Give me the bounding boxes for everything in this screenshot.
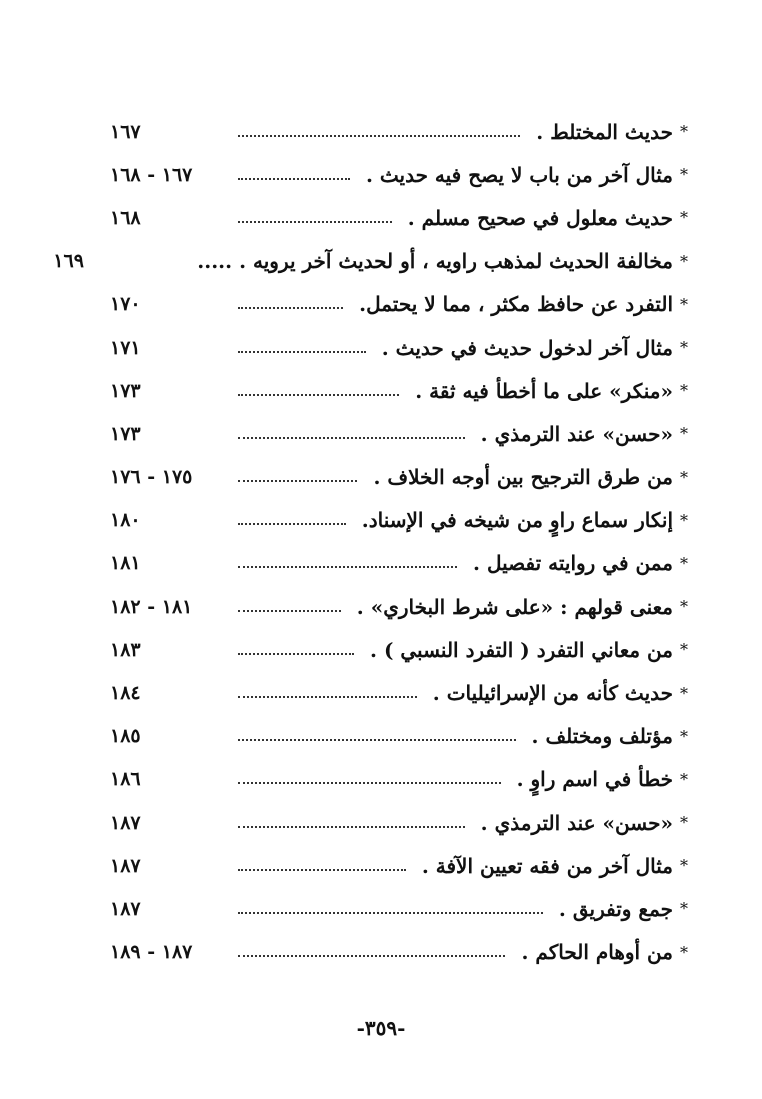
dot-leader: [238, 135, 520, 137]
toc-entry-title: من معاني التفرد ( التفرد النسبي ) .: [370, 637, 673, 662]
toc-entry-page: ١٨٣: [110, 638, 141, 661]
toc-entry: [110, 715, 695, 758]
toc-entry-title: «حسن» عند الترمذي .: [480, 421, 673, 446]
toc-entry-title: حديث معلول في صحيح مسلم .: [407, 205, 673, 230]
table-of-contents: [53, 110, 695, 974]
dot-leader: [238, 178, 350, 180]
bullet-star-icon: *: [680, 640, 688, 660]
toc-entry: [110, 110, 695, 153]
toc-entry-title: مخالفة الحديث لمذهب راويه ، أو لحديث آخر يرويه . .....: [197, 249, 673, 274]
toc-entry: [110, 585, 695, 628]
toc-entry-title: حديث كأنه من الإسرائيليات .: [432, 681, 673, 706]
bullet-star-icon: *: [680, 424, 688, 444]
toc-entry-page: ١٧٣: [110, 379, 141, 402]
toc-entry: [110, 671, 695, 714]
toc-entry: [110, 628, 695, 671]
bullet-star-icon: *: [680, 683, 688, 703]
dot-leader: [238, 523, 346, 525]
toc-entry-page: ١٦٧ - ١٦٨: [110, 163, 193, 186]
toc-entry: [110, 326, 695, 369]
toc-entry-page: ١٧٣: [110, 422, 141, 445]
toc-entry: [53, 240, 695, 283]
toc-entry-title: مؤتلف ومختلف .: [531, 724, 673, 749]
toc-entry-page: ١٨٤: [110, 682, 141, 705]
bullet-star-icon: *: [680, 294, 688, 314]
dot-leader: [238, 869, 406, 871]
bullet-star-icon: *: [680, 251, 688, 271]
toc-entry-title: «منكر» على ما أخطأ فيه ثقة .: [415, 378, 673, 403]
toc-entry-page: ١٦٨: [110, 206, 141, 229]
toc-entry: [110, 153, 695, 196]
dot-leader: [238, 394, 399, 396]
toc-entry: [110, 456, 695, 499]
toc-entry-page: ١٨٦: [110, 768, 141, 791]
toc-entry: [110, 801, 695, 844]
toc-entry-title: إنكار سماع راوٍ من شيخه في الإسناد.: [361, 508, 673, 533]
toc-entry-title: معنى قولهم : «على شرط البخاري» .: [356, 594, 673, 619]
toc-entry: [110, 412, 695, 455]
dot-leader: [238, 307, 343, 309]
toc-entry-title: مثال آخر لدخول حديث في حديث .: [381, 335, 673, 360]
toc-entry-title: مثال آخر من باب لا يصح فيه حديث .: [365, 162, 673, 187]
dot-leader: [238, 437, 465, 439]
bullet-star-icon: *: [680, 813, 688, 833]
dot-leader: [238, 480, 357, 482]
toc-entry-title: حديث المختلط .: [536, 119, 673, 144]
bullet-star-icon: *: [680, 338, 688, 358]
toc-entry-page: ١٨٧ - ١٨٩: [110, 941, 193, 964]
toc-entry-page: ١٨٧: [110, 897, 141, 920]
toc-entry: [110, 844, 695, 887]
page-number-footer: -٣٥٩-: [356, 1016, 406, 1040]
dot-leader: [238, 955, 505, 957]
toc-entry-page: ١٨١ - ١٨٢: [110, 595, 193, 618]
bullet-star-icon: *: [680, 553, 688, 573]
toc-entry-title: جمع وتفريق .: [558, 896, 673, 921]
toc-entry-title: من طرق الترجيح بين أوجه الخلاف .: [373, 465, 673, 490]
toc-entry: [110, 499, 695, 542]
dot-leader: [238, 739, 516, 741]
bullet-star-icon: *: [680, 208, 688, 228]
dot-leader: [238, 566, 457, 568]
dot-leader: [238, 653, 354, 655]
bullet-star-icon: *: [680, 381, 688, 401]
dot-leader: [238, 826, 465, 828]
bullet-star-icon: *: [680, 122, 688, 142]
toc-entry-page: ١٨٠: [110, 509, 141, 532]
dot-leader: [238, 696, 417, 698]
toc-entry-page: ١٨٥: [110, 725, 141, 748]
dot-leader: [238, 912, 543, 914]
toc-entry: [110, 931, 695, 974]
bullet-star-icon: *: [680, 856, 688, 876]
bullet-star-icon: *: [680, 769, 688, 789]
bullet-star-icon: *: [680, 510, 688, 530]
dot-leader: [238, 610, 341, 612]
dot-leader: [238, 351, 366, 353]
toc-entry-title: من أوهام الحاكم .: [521, 940, 673, 965]
toc-entry: [110, 283, 695, 326]
toc-entry-title: ممن في روايته تفصيل .: [473, 551, 673, 576]
toc-entry-title: «حسن» عند الترمذي .: [480, 810, 673, 835]
bullet-star-icon: *: [680, 899, 688, 919]
toc-entry: [110, 758, 695, 801]
toc-entry: [110, 542, 695, 585]
bullet-star-icon: *: [680, 597, 688, 617]
toc-entry-page: ١٧٠: [110, 293, 141, 316]
toc-entry: [110, 887, 695, 930]
bullet-star-icon: *: [680, 726, 688, 746]
bullet-star-icon: *: [680, 467, 688, 487]
toc-entry-page: ١٦٧: [110, 120, 141, 143]
bullet-star-icon: *: [680, 165, 688, 185]
dot-leader: [238, 221, 392, 223]
toc-entry: [110, 369, 695, 412]
toc-entry-title: التفرد عن حافظ مكثر ، مما لا يحتمل.: [359, 292, 673, 317]
toc-entry-page: ١٦٩: [53, 250, 84, 273]
toc-entry-page: ١٨١: [110, 552, 141, 575]
toc-entry-page: ١٨٧: [110, 811, 141, 834]
toc-entry-page: ١٨٧: [110, 854, 141, 877]
toc-entry-title: مثال آخر من فقه تعيين الآفة .: [421, 853, 673, 878]
toc-entry-page: ١٧٥ - ١٧٦: [110, 466, 193, 489]
toc-entry-page: ١٧١: [110, 336, 141, 359]
dot-leader: [238, 782, 501, 784]
toc-entry: [110, 196, 695, 239]
bullet-star-icon: *: [680, 942, 688, 962]
toc-entry-title: خطأ في اسم راوٍ .: [516, 767, 673, 792]
